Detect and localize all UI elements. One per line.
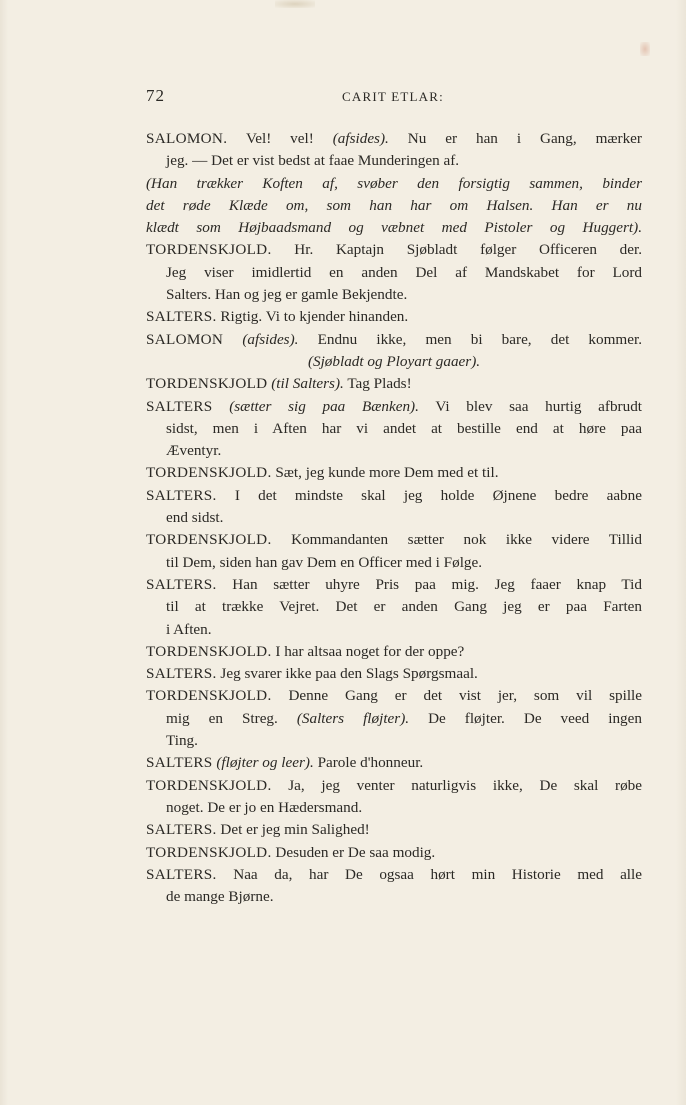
stage-direction: (Han trækker Koften af, svøber den forsigtig sammen, binder [146,174,642,192]
stage-direction: (sætter sig paa Bænken). [229,397,419,415]
text-line: jeg. — Det er vist bedst at faae Munderingen af. [166,152,460,170]
speaker-name: SALOMON. [146,130,228,147]
text-line: SALTERS (sætter sig paa Bænken). Vi blev saa hurtig afbrudt [146,397,643,415]
text-line: Jeg viser imidlertid en anden Del af Mandskabet for Lord [166,263,642,281]
text-line: SALTERS. I det mindste skal jeg holde Øjnene bedre aabne [146,486,642,504]
speaker-name: SALTERS. [146,486,217,504]
paper-stain [640,42,650,56]
page-header [146,86,646,110]
speaker-name: TORDENSKJOLD. [146,843,272,861]
text-line: end sidst. [166,509,224,527]
text-line: Æventyr. [166,442,222,460]
text-line: SALTERS. Jeg svarer ikke paa den Slags Spørgsmaal. [146,665,478,683]
speaker-name: TORDENSKJOLD. [146,776,272,794]
speaker-name: SALTERS. [146,575,217,593]
speaker-name: SALTERS [146,754,213,772]
text-line: SALTERS. Rigtig. Vi to kjender hinanden. [146,308,409,326]
text-line: noget. De er jo en Hædersmand. [166,798,363,816]
text-line: SALTERS (fløjter og leer). Parole d'honneur. [146,754,424,772]
text-line: TORDENSKJOLD. I har altsaa noget for der oppe? [146,642,465,660]
speaker-name: TORDENSKJOLD [146,375,268,393]
stage-direction: (Salters fløjter). [296,709,410,727]
text-line: mig en Streg. (Salters fløjter). De fløjter. De veed ingen [166,709,642,727]
text-line: til at trække Vejret. Det er anden Gang jeg er paa Farten [166,598,642,616]
text-line: til Dem, siden han gav Dem en Officer med i Følge. [166,553,483,571]
speaker-name: SALTERS. [146,308,217,326]
text-line: TORDENSKJOLD. Desuden er De saa modig. [146,843,436,861]
text-line: sidst, men i Aften har vi andet at bestille end at høre paa [166,419,642,437]
stage-direction: (afsides). [332,130,389,147]
speaker-name: TORDENSKJOLD. [146,687,272,705]
text-line: TORDENSKJOLD. Hr. Kaptajn Sjøbladt følger Officeren der. [146,241,642,259]
text-line: Ting. [166,732,198,750]
text-line: Salters. Han og jeg er gamle Bekjendte. [166,286,408,304]
stage-direction: (til Salters). [271,375,344,393]
paper-stain [275,0,315,8]
stage-direction: (fløjter og leer). [216,754,314,772]
speaker-name: SALTERS. [146,865,217,883]
speaker-name: TORDENSKJOLD. [146,642,272,660]
stage-direction: (afsides). [242,330,299,348]
play-text [146,128,642,908]
text-line: SALTERS. Han sætter uhyre Pris paa mig. Jeg faaer knap Tid [146,575,642,593]
text-line: TORDENSKJOLD. Ja, jeg venter naturligvis ikke, De skal røbe [146,776,642,794]
stage-direction: klædt som Højbaadsmand og væbnet med Pistoler og Huggert). [146,219,642,237]
speaker-name: SALTERS [146,397,213,415]
text-line: TORDENSKJOLD. Kommandanten sætter nok ikke videre Tillid [146,531,642,549]
speaker-name: TORDENSKJOLD. [146,464,272,482]
text-line: TORDENSKJOLD (til Salters). Tag Plads! [146,375,412,393]
text-line: TORDENSKJOLD. Sæt, jeg kunde more Dem med et til. [146,464,499,482]
speaker-name: TORDENSKJOLD. [146,531,272,549]
text-line: SALTERS. Det er jeg min Salighed! [146,821,370,839]
speaker-name: SALTERS. [146,665,217,683]
text-line: i Aften. [166,620,212,638]
stage-direction: (Sjøbladt og Ployart gaaer). [307,352,481,370]
page-number: 72 [146,86,165,105]
text-line: TORDENSKJOLD. Denne Gang er det vist jer, som vil spille [146,687,642,705]
text-line: SALTERS. Naa da, har De ogsaa hørt min Historie med alle [146,865,642,883]
text-line: de mange Bjørne. [166,888,274,906]
speaker-name: TORDENSKJOLD. [146,241,272,259]
running-head: CARIT ETLAR: [342,89,444,104]
speaker-name: SALTERS. [146,821,217,839]
stage-direction: det røde Klæde om, som han har om Halsen. Han er nu [146,196,642,214]
speaker-name: SALOMON [146,330,224,348]
text-line: SALOMON. Vel! vel! (afsides). Nu er han i Gang, mærker [146,130,642,147]
text-line: SALOMON (afsides). Endnu ikke, men bi bare, det kommer. [146,330,642,348]
